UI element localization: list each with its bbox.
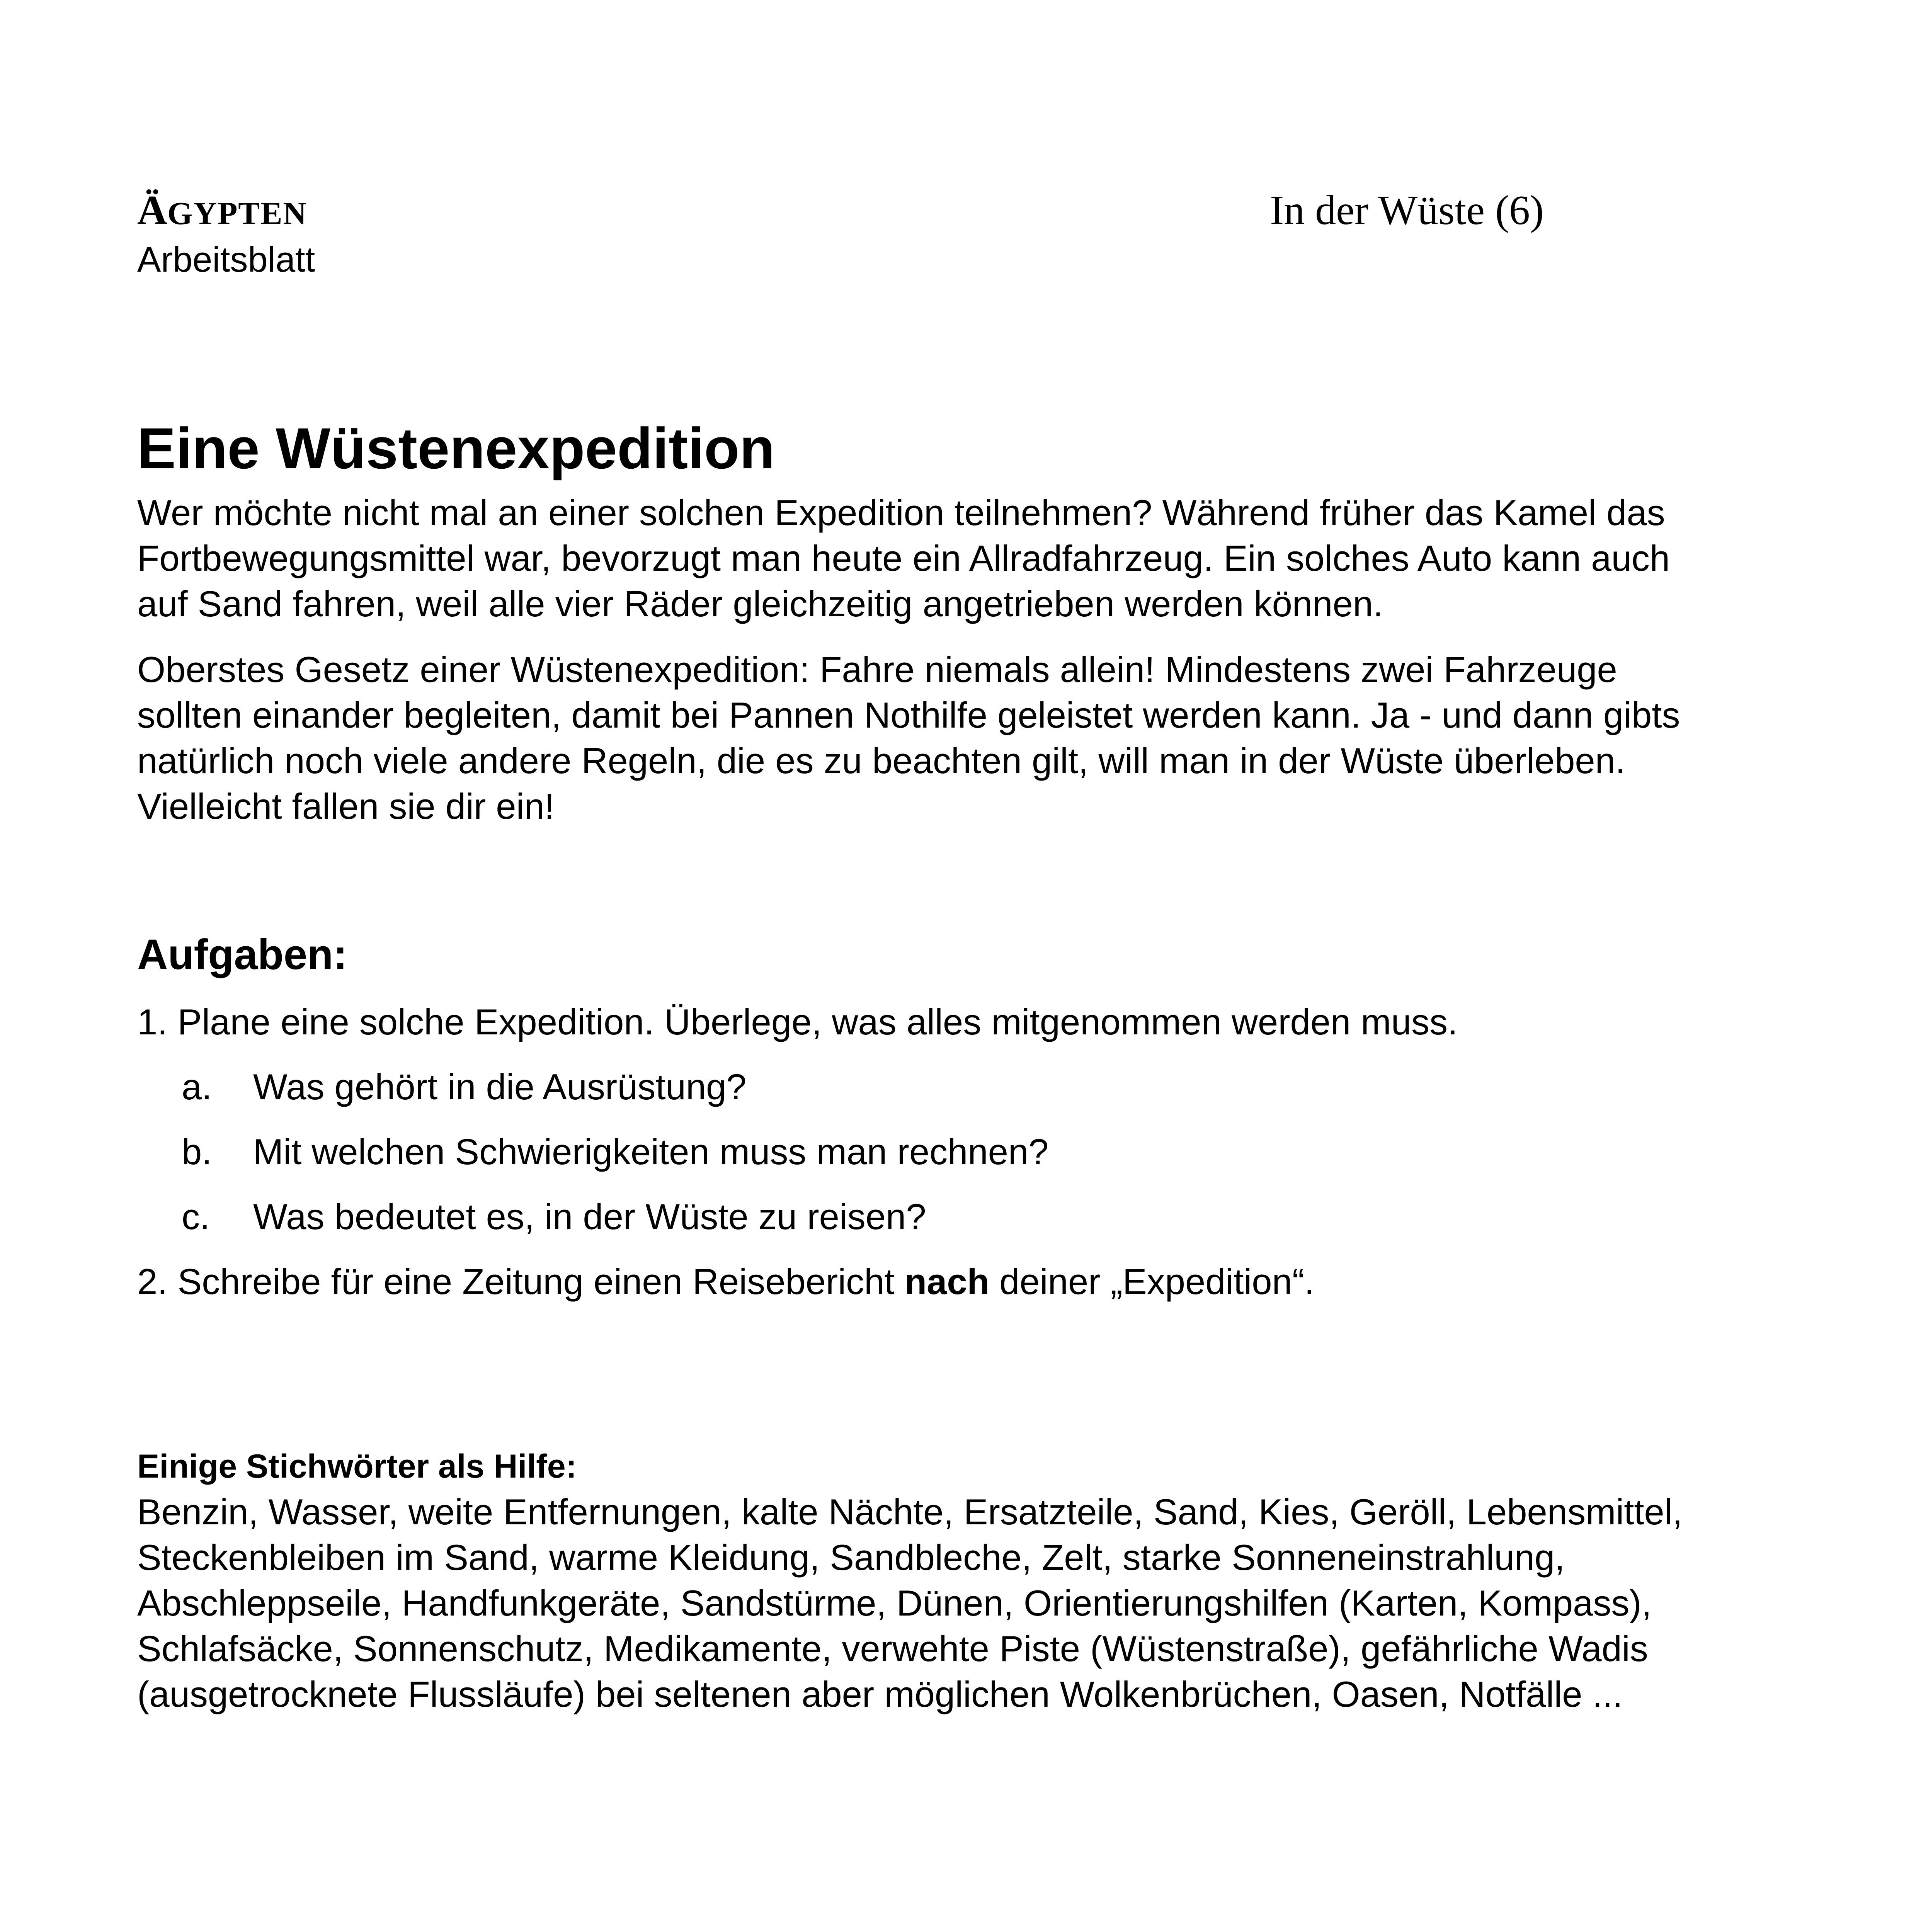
- tasks-heading: Aufgaben:: [137, 931, 347, 978]
- intro-paragraph: Wer möchte nicht mal an einer solchen Expedition teilnehmen? Während früher das Kamel das Fortbewegungsmittel war, bevorzugt man heute ein Allradfahrzeug. Ein solches Auto kann auch auf Sand fahren, weil alle vier Räder gleichzeitig angetrieben werden können.: [137, 492, 1670, 624]
- worksheet-content: [137, 410, 1695, 1717]
- subject-title-initial: Ä: [137, 187, 167, 233]
- task-2-text-start: 2. Schreibe für eine Zeitung einen Reisebericht: [137, 1261, 905, 1302]
- task-2: [137, 1259, 1695, 1304]
- task-1-subitem-c: [137, 1194, 1695, 1240]
- subject-title-rest: GYPTEN: [167, 196, 308, 231]
- rules-paragraph: Oberstes Gesetz einer Wüstenexpedition: Fahre niemals allein! Mindestens zwei Fahrzeuge sollten einander begleiten, damit bei Pannen Nothilfe geleistet werden kann. Ja - und dann gibts natürlich noch viele andere Regeln, die es zu beachten gilt, will man in der Wüste überleben. Vielleicht fallen sie dir ein!: [137, 649, 1680, 827]
- task-2-text-end: deiner „Expedition“.: [989, 1261, 1315, 1302]
- subitem-marker: b.: [182, 1131, 212, 1172]
- page-title: Eine Wüstenexpedition: [137, 416, 775, 481]
- unit-label: In der Wüste (6): [1270, 187, 1544, 233]
- sheet-type-label: Arbeitsblatt: [137, 240, 315, 279]
- task-1-subitem-a: [137, 1064, 1695, 1110]
- page-header: [137, 185, 1544, 283]
- subitem-marker: a.: [182, 1066, 212, 1107]
- task-2-emphasis: nach: [904, 1261, 990, 1302]
- subitem-marker: c.: [182, 1196, 210, 1237]
- task-1: 1. Plane eine solche Expedition. Überlege, was alles mitgenommen werden muss.: [137, 1002, 1458, 1042]
- keywords-text: Benzin, Wasser, weite Entfernungen, kalte Nächte, Ersatzteile, Sand, Kies, Geröll, Lebensmittel, Steckenbleiben im Sand, warme Kleidung, Sandbleche, Zelt, starke Sonneneinstrahlung, Abschleppseile, Handfunkgeräte, Sandstürme, Dünen, Orientierungshilfen (Karten, Kompass), Schlafsäcke, Sonnenschutz, Medikamente, verwehte Piste (Wüstenstraße), gefährliche Wadis (ausgetrocknete Flussläufe) bei seltenen aber möglichen Wolkenbrüchen, Oasen, Notfälle ...: [137, 1492, 1683, 1714]
- subitem-text: Was bedeutet es, in der Wüste zu reisen?: [253, 1196, 926, 1237]
- subitem-text: Was gehört in die Ausrüstung?: [253, 1066, 747, 1107]
- keywords-heading: Einige Stichwörter als Hilfe:: [137, 1448, 577, 1485]
- subitem-text: Mit welchen Schwierigkeiten muss man rechnen?: [253, 1131, 1049, 1172]
- task-1-subitem-b: [137, 1129, 1695, 1175]
